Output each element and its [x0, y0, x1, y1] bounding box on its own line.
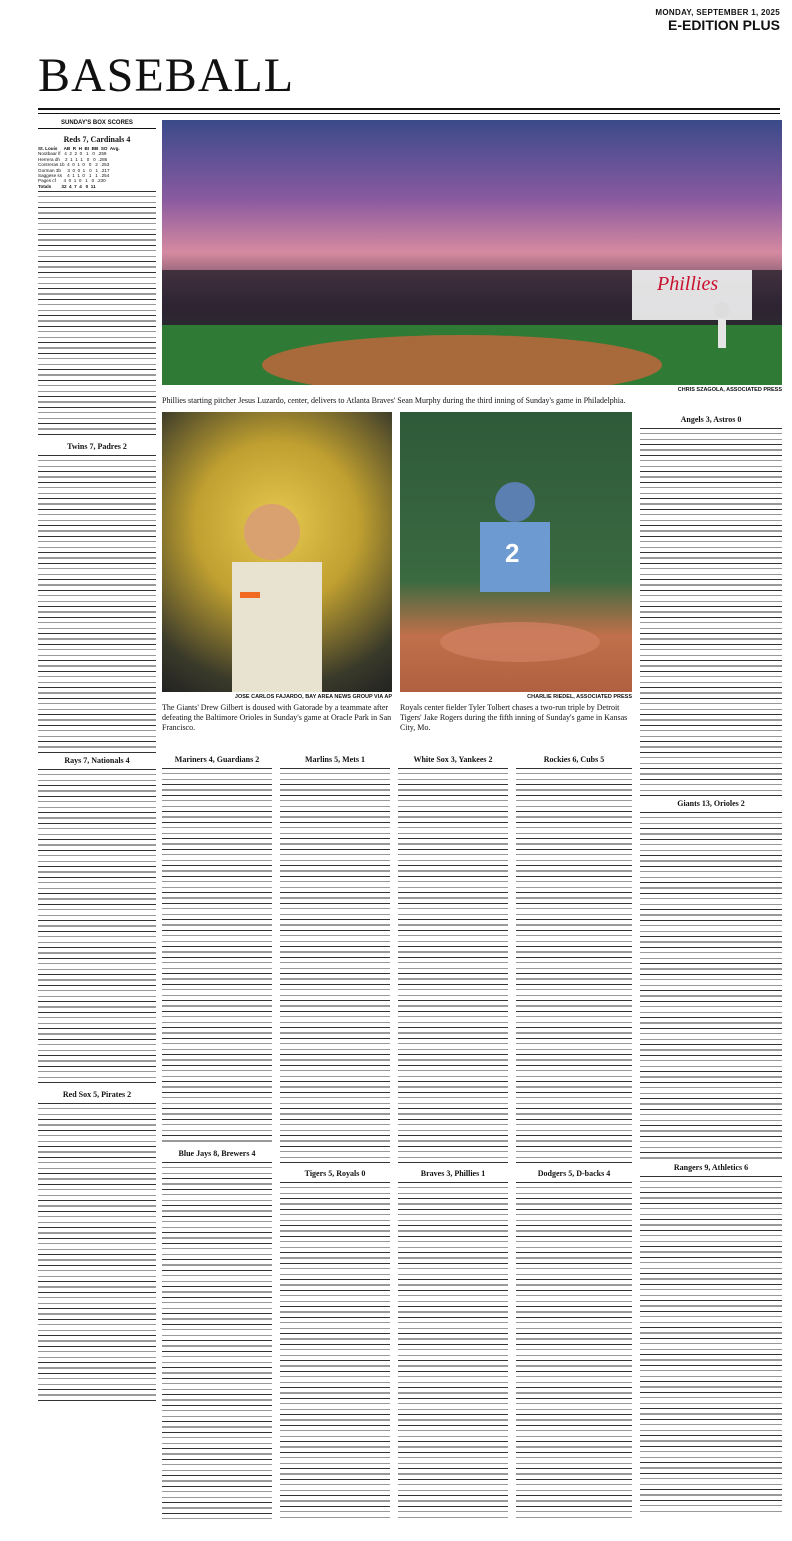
game-headline: Rangers 9, Athletics 6	[673, 1163, 749, 1172]
game-headline: Twins 7, Padres 2	[67, 442, 127, 452]
section-title: BASEBALL	[38, 49, 295, 102]
box-score-column-6	[640, 412, 782, 1532]
box-score-column-4	[398, 752, 508, 1532]
game-headline: Giants 13, Orioles 2	[677, 799, 745, 808]
box-text-block	[38, 1101, 156, 1401]
box-text-block	[280, 1180, 390, 1520]
divider	[38, 113, 780, 114]
box-line: Saggese ss 4 1 1 0 1 1 .254	[38, 172, 110, 178]
box-text-block	[516, 766, 632, 1166]
svg-text:2: 2	[505, 538, 520, 568]
photo-credit: JOSE CARLOS FAJARDO, BAY AREA NEWS GROUP VIA AP	[234, 694, 392, 700]
box-score-column-1	[38, 132, 156, 1532]
game-headline: Rays 7, Nationals 4	[64, 756, 130, 766]
box-text-block	[640, 426, 782, 796]
edition-label: E-EDITION PLUS	[667, 17, 780, 33]
box-text-block	[398, 766, 508, 1166]
box-text-block	[38, 189, 156, 439]
stadium-illustration	[162, 120, 782, 385]
game-headline: Red Sox 5, Pirates 2	[62, 1090, 132, 1100]
box-line: Pages cf 4 0 1 0 1 0 .230	[38, 178, 106, 184]
box-scores-header: SUNDAY'S BOX SCORES	[38, 120, 156, 129]
box-text-block	[640, 1174, 782, 1514]
game-headline: Dodgers 5, D-backs 4	[537, 1169, 611, 1178]
box-line: Contreras 1b 4 0 1 0 0 2 .253	[38, 162, 110, 168]
box-line: Herrera dh 2 1 1 1 0 0 .286	[38, 156, 108, 162]
player-illustration	[400, 412, 632, 692]
masthead	[0, 0, 792, 40]
main-photo	[162, 120, 782, 385]
box-text-block	[398, 1180, 508, 1520]
box-text-block	[516, 1180, 632, 1520]
box-text-block	[640, 810, 782, 1160]
box-score-column-3	[280, 752, 390, 1532]
game-headline: Angels 3, Astros 0	[680, 415, 742, 424]
box-line: Gorman 3b 3 0 0 1 0 1 .217	[38, 167, 110, 173]
box-score-column-2	[162, 752, 272, 1532]
box-score-column-5	[516, 752, 632, 1532]
divider	[38, 108, 780, 110]
game-headline: Blue Jays 8, Brewers 4	[178, 1149, 256, 1158]
box-text-block	[280, 766, 390, 1166]
svg-text:Phillies: Phillies	[657, 273, 719, 295]
game-headline: Reds 7, Cardinals 4	[63, 135, 131, 144]
game-headline: Mariners 4, Guardians 2	[174, 755, 260, 764]
photo-caption: The Giants' Drew Gilbert is doused with Gatorade by a teammate after defeating the Baltimore Orioles in Sunday's game at Oracle Park in San Francisco.	[162, 703, 392, 732]
game-headline: Tigers 5, Royals 0	[304, 1169, 366, 1178]
photo-credit: CHARLIE RIEDEL, ASSOCIATED PRESS	[527, 694, 632, 700]
photo-credit: CHRIS SZAGOLA, ASSOCIATED PRESS	[677, 387, 782, 393]
game-headline: Rockies 6, Cubs 5	[543, 755, 605, 764]
box-text-block	[38, 453, 156, 753]
box-line: St. Louis AB R H BI BB SO Avg.	[38, 146, 120, 151]
tolbert-photo	[400, 412, 632, 692]
box-line: Totals 32 4 7 4 0 11	[38, 183, 96, 189]
box-text-block	[38, 767, 156, 1087]
box-line: Nootbaar lf 4 2 2 0 1 0 .259	[38, 151, 107, 157]
photo-caption: Phillies starting pitcher Jesus Luzardo, center, delivers to Atlanta Braves' Sean Murphy during the third inning of Sunday's game in Philadelphia.	[162, 396, 626, 405]
gilbert-photo	[162, 412, 392, 692]
box-text-block	[162, 1160, 272, 1520]
issue-date: MONDAY, SEPTEMBER 1, 2025	[655, 8, 780, 17]
box-text-block	[162, 766, 272, 1146]
game-headline: Marlins 5, Mets 1	[305, 755, 365, 764]
photo-caption: Royals center fielder Tyler Tolbert chases a two-run triple by Detroit Tigers' Jake Rogers during the fifth inning of Sunday's game in Kansas City, Mo.	[400, 703, 628, 732]
game-headline: White Sox 3, Yankees 2	[413, 755, 493, 764]
player-illustration	[162, 412, 392, 692]
game-headline: Braves 3, Phillies 1	[420, 1169, 486, 1178]
